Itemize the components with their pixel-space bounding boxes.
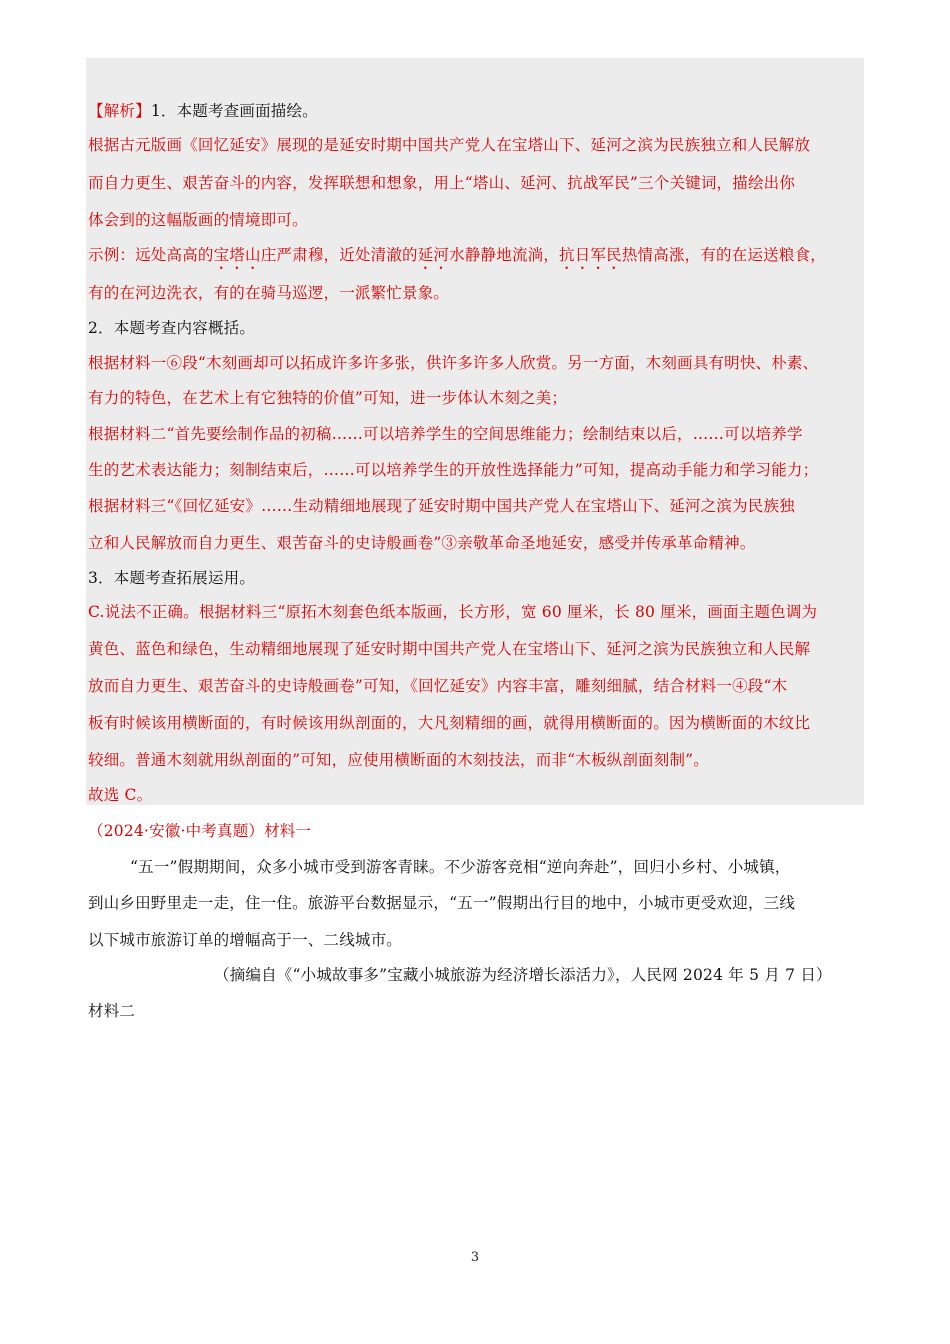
material1-paragraph-line-1: “五一”假期期间，众多小城市受到游客青睐。不少游客竞相“逆向奔赴”，回归小乡村、小城镇， bbox=[130, 858, 791, 876]
q1-example-a: 示例：远处高高的 bbox=[88, 246, 214, 264]
q3-line-3: 放而自力更生、艰苦奋斗的史诗般画卷”可知，《回忆延安》内容丰富，雕刻细腻，结合材料一④段“木 bbox=[88, 677, 788, 695]
q3-line-2: 黄色、蓝色和绿色，生动精细地展现了延安时期中国共产党人在宝塔山下、延河之滨为民族独立和人民解 bbox=[88, 640, 811, 658]
material2-label: 材料二 bbox=[88, 1002, 136, 1020]
q1-line-1: 根据古元版画《回忆延安》展现的是延安时期中国共产党人在宝塔山下、延河之滨为民族独立和人民解放 bbox=[88, 136, 811, 154]
material1-source: （摘编自《“小城故事多”宝藏小城旅游为经济增长添活力》，人民网 2024 年 5 月 7 日） bbox=[214, 966, 832, 984]
q3-header: 3．本题考查拓展运用。 bbox=[88, 569, 256, 587]
q2-line-5: 根据材料三“《回忆延安》……生动精细地展现了延安时期中国共产党人在宝塔山下、延河之滨为民族独 bbox=[88, 497, 795, 515]
q2-line-4: 生的艺术表达能力；刻制结束后，……可以培养学生的开放性选择能力”可知，提高动手能力和学习能力； bbox=[88, 461, 819, 479]
q1-line-2: 而自力更生、艰苦奋斗的内容，发挥联想和想象，用上“塔山、延河、抗战军民”三个关键词，描绘出你 bbox=[88, 174, 796, 192]
q1-header-text: 1．本题考查画面描绘。 bbox=[150, 102, 318, 120]
q1-example-d: 延河 bbox=[417, 246, 450, 264]
q2-line-3: 根据材料二“首先要绘制作品的初稿……可以培养学生的空间思维能力；绘制结束以后，……可以培养学 bbox=[88, 425, 803, 443]
q1-example-e: 水静静地流淌， bbox=[449, 246, 560, 264]
page-number: 3 bbox=[470, 1250, 480, 1265]
q2-header: 2．本题考查内容概括。 bbox=[88, 319, 256, 337]
material1-paragraph-line-3: 以下城市旅游订单的增幅高于一、二线城市。 bbox=[88, 931, 403, 949]
q1-example-f: 抗日军民 bbox=[559, 246, 622, 264]
q1-example-g: 热情高涨，有的在运送粮食， bbox=[621, 246, 826, 264]
q3-answer: 故选 C。 bbox=[88, 786, 153, 804]
q1-example bbox=[88, 243, 826, 273]
q1-example-b: 宝塔山 bbox=[213, 246, 261, 264]
q2-line-2: 有力的特色，在艺术上有它独特的价值”可知，进一步体认木刻之美； bbox=[88, 389, 568, 407]
q1-line-5: 有的在河边洗衣，有的在骑马巡逻，一派繁忙景象。 bbox=[88, 284, 450, 302]
q3-line-4: 板有时候该用横断面的，有时候该用纵剖面的，大凡刻精细的画，就得用横断面的。因为横断面的木纹比 bbox=[88, 714, 811, 732]
question-source-header: （2024·安徽·中考真题）材料一 bbox=[88, 822, 312, 840]
q3-line-5: 较细。普通木刻就用纵剖面的”可知，应使用横断面的木刻技法，而非“木板纵剖面刻制”。 bbox=[88, 751, 709, 769]
q1-line-3: 体会到的这幅版画的情境即可。 bbox=[88, 211, 308, 229]
q1-example-c: 庄严肃穆，近处清澈的 bbox=[260, 246, 418, 264]
material1-paragraph-line-2: 到山乡田野里走一走，住一住。旅游平台数据显示，“五一”假期出行目的地中，小城市更受欢迎，三线 bbox=[88, 894, 796, 912]
analysis-tag: 【解析】 bbox=[88, 102, 151, 120]
q3-line-1: C.说法不正确。根据材料三“原拓木刻套色纸本版画，长方形，宽 60 厘米，长 80 厘米，画面主题色调为 bbox=[88, 603, 818, 621]
q2-line-1: 根据材料一⑥段“木刻画却可以拓成许多许多张，供许多许多人欣赏。另一方面，木刻画具有明快、朴素、 bbox=[88, 354, 819, 372]
q1-header bbox=[88, 99, 318, 121]
q2-line-6: 立和人民解放而自力更生、艰苦奋斗的史诗般画卷”③亲敬革命圣地延安，感受并传承革命精神。 bbox=[88, 534, 756, 552]
